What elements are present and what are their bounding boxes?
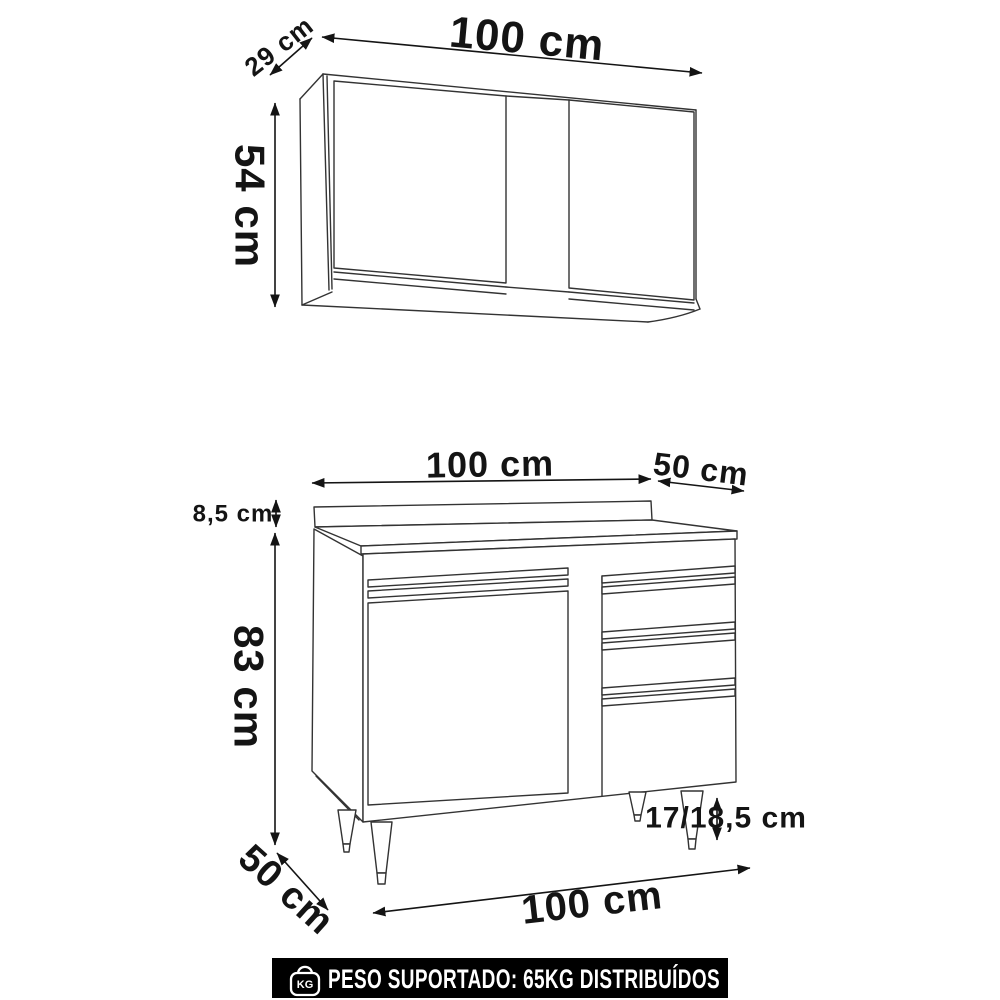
back-left-leg xyxy=(338,810,356,844)
wall-depth-label: 29 cm xyxy=(238,9,320,83)
base-height-dimension xyxy=(226,533,276,845)
base-bottom-depth-label: 50 cm xyxy=(230,836,342,944)
base-bottom-width-dimension xyxy=(373,868,750,933)
weight-banner-text: PESO SUPORTADO: 65KG DISTRIBUÍDOS xyxy=(328,964,886,994)
base-backsplash-dimension xyxy=(193,500,276,528)
base-bottom-width-label: 100 cm xyxy=(519,873,665,933)
front-right-leg-foot xyxy=(688,839,696,849)
back-right-leg xyxy=(629,792,646,815)
kg-weight-icon-text: KG xyxy=(296,979,314,991)
wall-cabinet-height-dimension xyxy=(227,103,276,307)
wall-cabinet-top-left-slant xyxy=(300,74,323,99)
back-right-leg-foot xyxy=(634,815,641,821)
base-height-label: 83 cm xyxy=(225,624,273,750)
weight-banner xyxy=(272,958,886,998)
front-left-leg xyxy=(371,822,392,873)
wall-cabinet-bottom-edge xyxy=(302,305,648,322)
wall-cabinet-drawing xyxy=(300,74,700,322)
base-bottom-depth-dimension xyxy=(230,837,342,944)
wall-width-label: 100 cm xyxy=(447,7,607,71)
wall-cabinet-width-dimension xyxy=(322,8,702,73)
base-feet-label: 17/18,5 cm xyxy=(645,801,807,835)
wall-cabinet-depth-dimension xyxy=(239,10,320,82)
base-top-depth-dimension xyxy=(651,445,750,492)
base-feet-dimension xyxy=(645,798,807,840)
base-top-depth-label: 50 cm xyxy=(651,445,751,493)
base-top-width-label: 100 cm xyxy=(425,442,555,486)
wall-cabinet-right-door xyxy=(569,100,694,300)
wall-height-label: 54 cm xyxy=(226,143,274,269)
wall-cabinet-left-edge xyxy=(300,99,302,305)
back-left-leg-foot xyxy=(343,844,350,852)
base-cabinet-left-side-panel xyxy=(312,529,363,822)
wall-cabinet-center-bottom-line xyxy=(506,287,569,292)
wall-cabinet-bottom-left-wedge xyxy=(302,292,332,305)
wall-cabinet-left-door xyxy=(334,81,506,283)
base-top-width-dimension xyxy=(312,442,651,485)
base-cabinet-door xyxy=(368,591,568,805)
base-backsplash-label: 8,5 cm xyxy=(192,500,274,528)
front-left-leg-foot xyxy=(377,873,386,884)
